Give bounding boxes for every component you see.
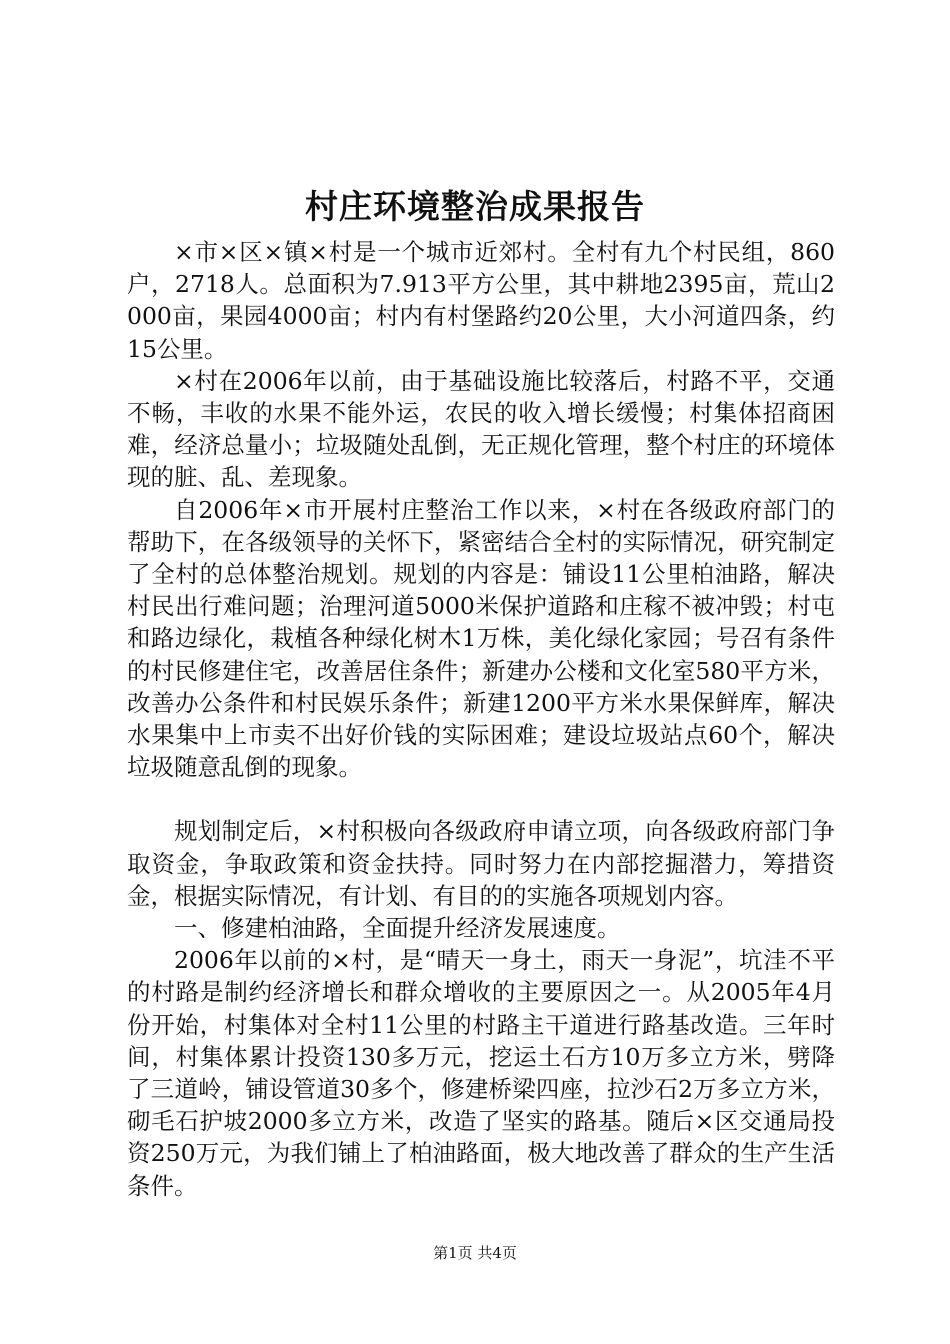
paragraph-spacer xyxy=(127,783,835,815)
document-title: 村庄环境整治成果报告 xyxy=(305,187,645,226)
page-number-footer: 第1页 共4页 xyxy=(433,1244,517,1262)
paragraph-renovation-plan: 自2006年×市开展村庄整治工作以来，×村在各级政府部门的帮助下，在各级领导的关怀下，紧密结合全村的实际情况，研究制定了全村的总体整治规划。规划的内容是：铺设11公里柏油路，解决村民出行难问题；治理河道5000米保护道路和庄稼不被冲毁；村屯和路边绿化，栽植各种绿化树木1万株，美化绿化家园；号召有条件的村民修建住宅，改善居住条件；新建办公楼和文化室580平方米，改善办公条件和村民娱乐条件；新建1200平方米水果保鲜库，解决水果集中上市卖不出好价钱的实际困难；建设垃圾站点60个，解决垃圾随意乱倒的现象。 xyxy=(127,495,835,782)
paragraph-village-overview: ×市×区×镇×村是一个城市近郊村。全村有九个村民组，860户，2718人。总面积为7.913平方公里，其中耕地2395亩，荒山2000亩，果园4000亩；村内有村堡路约20公里，大小河道四条，约15公里。 xyxy=(127,238,835,363)
paragraph-plan-implementation: 规划制定后，×村积极向各级政府申请立项，向各级政府部门争取资金，争取政策和资金扶持。同时努力在内部挖掘潜力，筹措资金，根据实际情况，有计划、有目的的实施各项规划内容。 xyxy=(127,817,835,910)
document-body xyxy=(127,236,835,1202)
section-heading-road: 一、修建柏油路，全面提升经济发展速度。 xyxy=(174,914,621,943)
paragraph-before-2006: ×村在2006年以前，由于基础设施比较落后，村路不平，交通不畅，丰收的水果不能外运，农民的收入增长缓慢；村集体招商困难，经济总量小；垃圾随处乱倒，无正规化管理，整个村庄的环境体现的脏、乱、差现象。 xyxy=(127,366,835,492)
paragraph-road-construction: 2006年以前的×村，是“晴天一身土，雨天一身泥”，坑洼不平的村路是制约经济增长和群众增收的主要原因之一。从2005年4月份开始，村集体对全村11公里的村路主干道进行路基改造。三年时间，村集体累计投资130多万元，挖运土石方10万多立方米，劈降了三道岭，铺设管道30多个，修建桥梁四座，拉沙石2万多立方米，砌毛石护坡2000多立方米，改造了坚实的路基。随后×区交通局投资250万元，为我们铺上了柏油路面，极大地改善了群众的生产生活条件。 xyxy=(127,946,835,1200)
